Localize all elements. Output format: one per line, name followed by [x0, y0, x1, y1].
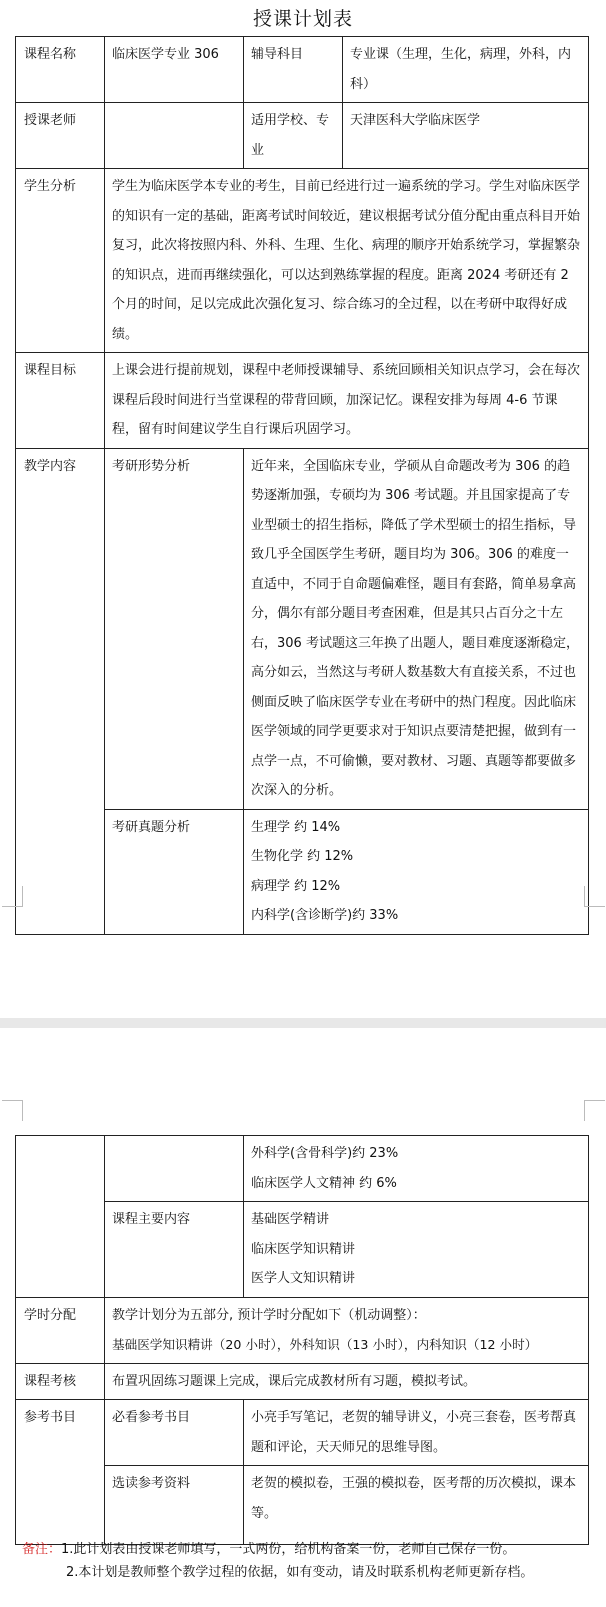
course-goal-label: 课程目标 [16, 353, 105, 449]
optional-books-label: 选读参考资料 [105, 1466, 244, 1545]
trend-analysis-value: 近年来，全国临床专业，学硕从自命题改考为 306 的趋势逐渐加强，专硕均为 306 考试题。并且国家提高了专业型硕士的招生指标，降低了学术型硕士的招生指标，导致几乎全国医学生考研，题目均为 306。306 的难度一直适中，不同于自命题偏难怪，题目有套路，简单易拿高分，偶尔有部分题目考查困难，但是其只占百分之十左右，306 考试题这三年换了出题人，题目难度逐渐稳定，高分如云，当然这与考研人数基数大有直接关系，不过也侧面反映了临床医学专业在考研中的热门程度。因此临床医学领域的同学更要求对于知识点要清楚把握，做到有一点学一点，不可偷懒，要对教材、习题、真题等都要做多次深入的分析。 [244, 448, 589, 809]
list-item: 生理学 约 14% [251, 819, 341, 835]
hours-value [105, 1297, 589, 1363]
exam-analysis-label: 考研真题分析 [105, 809, 244, 934]
student-analysis-value: 学生为临床医学本专业的考生，目前已经进行过一遍系统的学习。学生对临床医学的知识有一定的基础，距离考试时间较近，建议根据考试分值分配由重点科目开始复习，此次将按照内科、外科、生理、生化、病理的顺序开始系统学习，掌握繁杂的知识点，进而再继续强化，可以达到熟练掌握的程度。距离 2024 考研还有 2 个月的时间，足以完成此次强化复习、综合练习的全过程，以在考研中取得好成绩。 [105, 169, 589, 353]
course-plan-table-page2 [15, 1135, 589, 1545]
optional-books-value: 老贺的模拟卷，王强的模拟卷，医考帮的历次模拟，课本等。 [244, 1466, 589, 1545]
remarks-line-2: 2.本计划是教师整个教学过程的依据，如有变动，请及时联系机构老师更新存档。 [66, 1565, 534, 1580]
list-item: 医学人文知识精讲 [251, 1271, 356, 1286]
course-name-value: 临床医学专业 306 [105, 37, 244, 103]
list-item: 临床医学人文精神 约 6% [251, 1175, 397, 1191]
teacher-label: 授课老师 [16, 103, 105, 169]
hours-line-1: 教学计划分为五部分, 预计学时分配如下（机动调整）： [112, 1307, 426, 1323]
list-item: 生物化学 约 12% [251, 849, 354, 864]
subject-value: 专业课（生理，生化，病理，外科，内科） [343, 37, 589, 103]
school-label: 适用学校、专业 [244, 103, 343, 169]
main-content-label: 课程主要内容 [105, 1202, 244, 1298]
course-name-label: 课程名称 [16, 37, 105, 103]
exam-analysis-cont-list [244, 1136, 589, 1202]
exam-analysis-list [244, 809, 589, 934]
student-analysis-label: 学生分析 [16, 169, 105, 353]
assessment-value: 布置巩固练习题课上完成，课后完成教材所有习题，模拟考试。 [105, 1363, 589, 1400]
page-corner-mark [2, 886, 23, 907]
course-plan-table-page1 [15, 36, 589, 935]
list-item: 基础医学精讲 [251, 1212, 330, 1227]
page-corner-mark [584, 1100, 605, 1121]
list-item: 外科学(含骨科学)约 23% [251, 1146, 399, 1161]
list-item: 病理学 约 12% [251, 878, 341, 894]
page-break-separator [0, 1018, 606, 1028]
page-corner-mark [2, 1100, 23, 1121]
subject-label: 辅导科目 [244, 37, 343, 103]
assessment-label: 课程考核 [16, 1363, 105, 1400]
table-row-student-analysis [16, 169, 589, 353]
required-books-value: 小亮手写笔记，老贺的辅导讲义，小亮三套卷，医考帮真题和评论，天天师兄的思维导图。 [244, 1400, 589, 1466]
school-value: 天津医科大学临床医学 [343, 103, 589, 169]
table-row-course-name [16, 37, 589, 103]
remarks [22, 1538, 592, 1584]
teacher-value [105, 103, 244, 169]
table-row-trend-analysis [16, 448, 589, 809]
table-row-exam-analysis-cont [16, 1136, 589, 1202]
teaching-content-label: 教学内容 [16, 448, 105, 934]
remarks-line-1: 1.此计划表由授课老师填写，一式两份，给机构备案一份，老师自己保存一份。 [61, 1542, 516, 1557]
remarks-label: 备注： [22, 1542, 62, 1557]
table-row-teacher [16, 103, 589, 169]
course-goal-value: 上课会进行提前规划，课程中老师授课辅导、系统回顾相关知识点学习，会在每次课程后段时间进行当堂课程的带背回顾，加深记忆。课程安排为每周 4-6 节课程，留有时间建议学生自行课后巩固学习。 [105, 353, 589, 449]
list-item: 内科学(含诊断学)约 33% [251, 908, 399, 923]
hours-label: 学时分配 [16, 1297, 105, 1363]
hours-line-2: 基础医学知识精讲（20 小时），外科知识（13 小时），内科知识（12 小时） [112, 1337, 538, 1352]
table-row-course-goal [16, 353, 589, 449]
table-row-hours [16, 1297, 589, 1363]
reference-books-label: 参考书目 [16, 1400, 105, 1545]
teaching-content-cont [16, 1136, 105, 1298]
table-row-assessment [16, 1363, 589, 1400]
table-row-required-books [16, 1400, 589, 1466]
trend-analysis-label: 考研形势分析 [105, 448, 244, 809]
page-title: 授课计划表 [252, 8, 353, 30]
list-item: 临床医学知识精讲 [251, 1241, 356, 1257]
exam-analysis-cont-label [105, 1136, 244, 1202]
page-corner-mark [584, 886, 605, 907]
required-books-label: 必看参考书目 [105, 1400, 244, 1466]
main-content-list [244, 1202, 589, 1298]
